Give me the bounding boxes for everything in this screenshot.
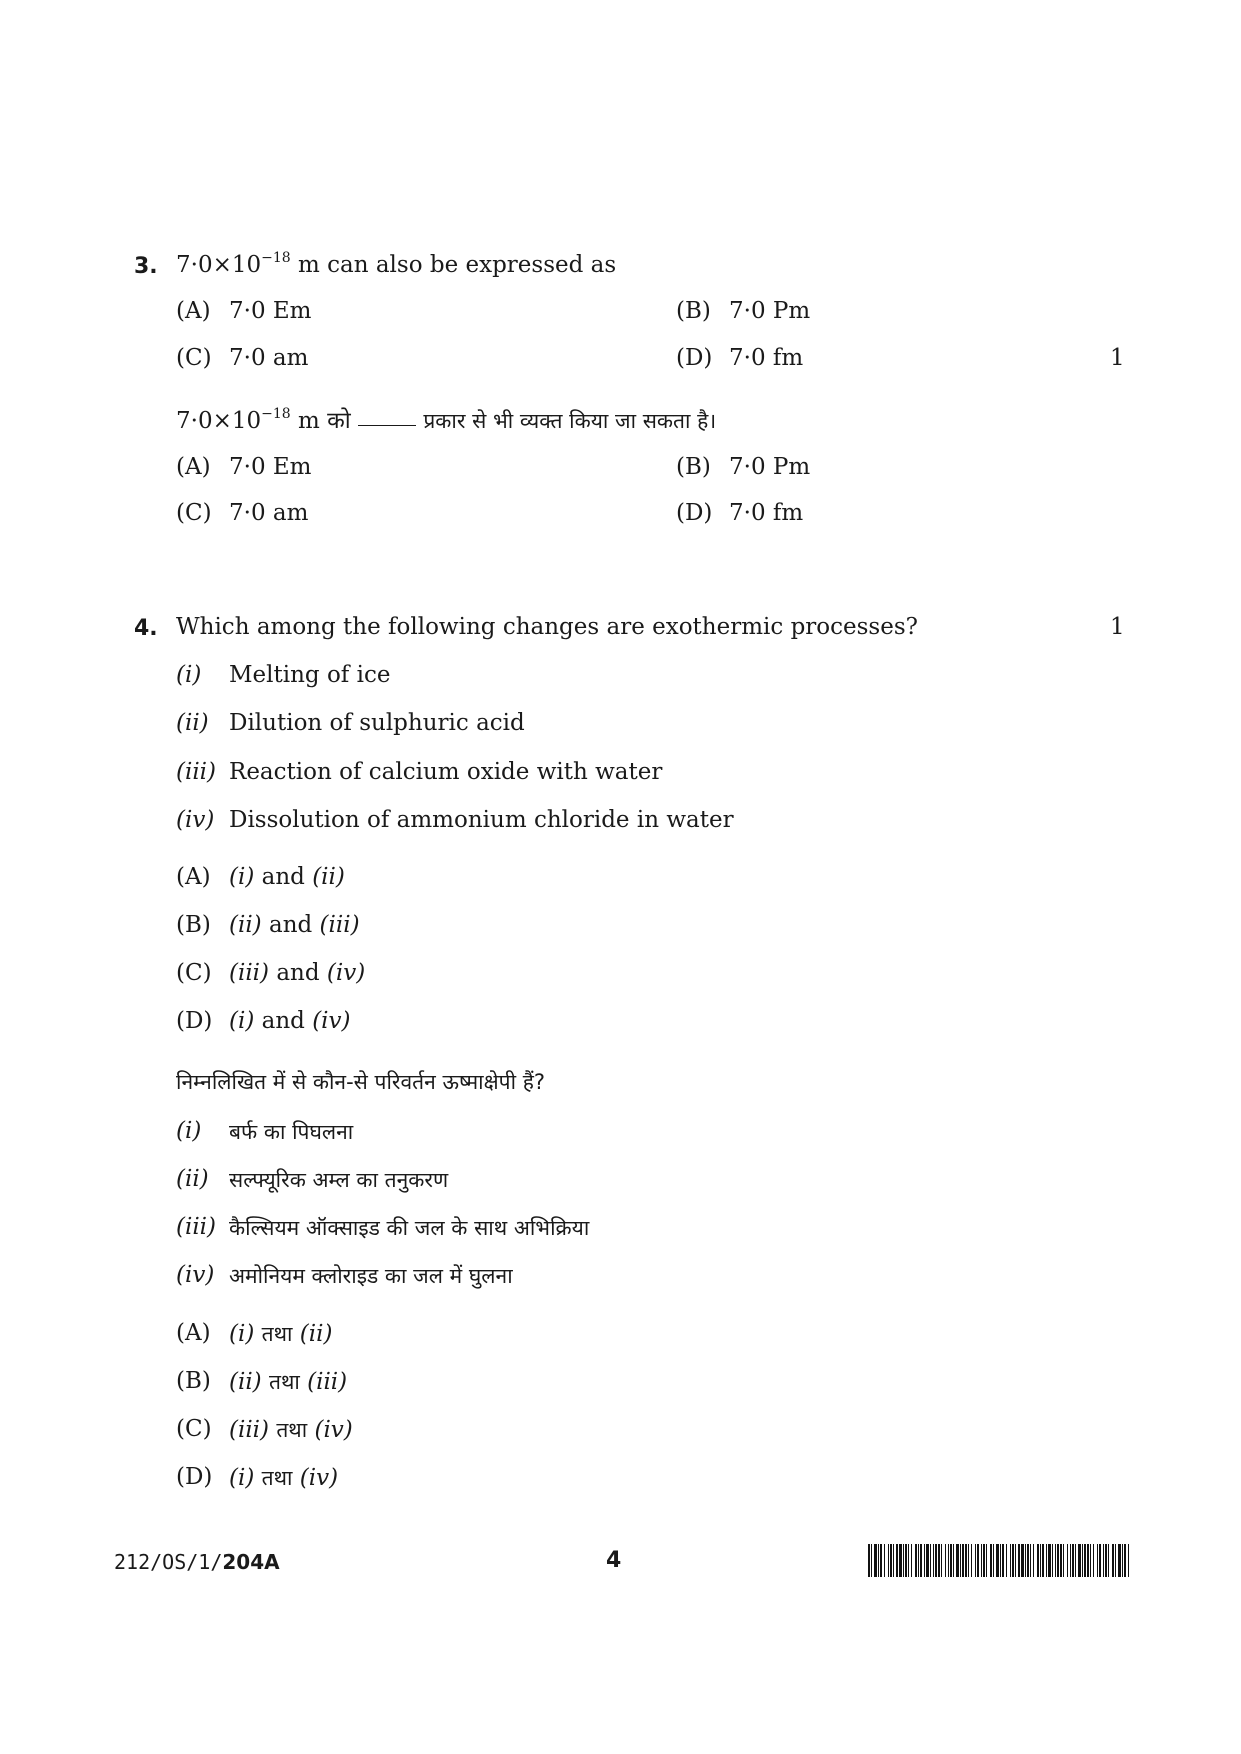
item-i-en: (i) Melting of ice xyxy=(176,662,391,688)
option-c-en: (C) 7·0 am xyxy=(176,345,309,371)
item-iv-hi: (iv) अमोनियम क्लोराइड का जल में घुलना xyxy=(176,1262,513,1288)
option-d-en: (D) 7·0 fm xyxy=(676,345,804,371)
option-c-en: (C) (iii) and (iv) xyxy=(176,960,366,986)
option-d-hi: (D) (i) तथा (iv) xyxy=(176,1464,339,1491)
item-iii-hi: (iii) कैल्सियम ऑक्साइड की जल के साथ अभिक्रिया xyxy=(176,1214,590,1240)
option-b-en: (B) (ii) and (iii) xyxy=(176,912,360,938)
option-b-en: (B) 7·0 Pm xyxy=(676,298,811,324)
question-stem-hi: निम्नलिखित में से कौन-से परिवर्तन ऊष्माक्षेपी हैं? xyxy=(176,1070,545,1094)
marks: 1 xyxy=(1110,614,1125,640)
item-iii-en: (iii) Reaction of calcium oxide with water xyxy=(176,759,663,785)
barcode-icon xyxy=(868,1544,1130,1577)
marks: 1 xyxy=(1110,345,1125,371)
page-number: 4 xyxy=(606,1548,622,1573)
option-a-en: (A) (i) and (ii) xyxy=(176,864,345,890)
option-a-hi: (A) (i) तथा (ii) xyxy=(176,1320,333,1347)
item-i-hi: (i) बर्फ का पिघलना xyxy=(176,1118,354,1144)
question-stem-en: Which among the following changes are exothermic processes? xyxy=(176,614,918,640)
item-ii-en: (ii) Dilution of sulphuric acid xyxy=(176,710,525,736)
option-b-hi: (B) (ii) तथा (iii) xyxy=(176,1368,348,1395)
option-d-hi: (D) 7·0 fm xyxy=(676,500,804,526)
option-a-hi: (A) 7·0 Em xyxy=(176,454,312,480)
option-c-hi: (C) 7·0 am xyxy=(176,500,309,526)
question-number: 4. xyxy=(134,616,158,641)
item-iv-en: (iv) Dissolution of ammonium chloride in water xyxy=(176,807,734,833)
question-number: 3. xyxy=(134,254,158,279)
paper-code: 212/OS/1/204A xyxy=(114,1550,280,1574)
option-b-hi: (B) 7·0 Pm xyxy=(676,454,811,480)
option-c-hi: (C) (iii) तथा (iv) xyxy=(176,1416,353,1443)
question-stem-hi: $7\cdot 0\times 10^{-18}$ m को प्रकार से भी व्यक्त किया जा सकता है। xyxy=(176,406,717,434)
fill-blank xyxy=(358,425,416,426)
question-stem-en: $7\cdot 0\times 10^{-18}$ m can also be expressed as xyxy=(176,250,617,278)
option-a-en: (A) 7·0 Em xyxy=(176,298,312,324)
item-ii-hi: (ii) सल्फ्यूरिक अम्ल का तनुकरण xyxy=(176,1166,449,1192)
option-d-en: (D) (i) and (iv) xyxy=(176,1008,351,1034)
